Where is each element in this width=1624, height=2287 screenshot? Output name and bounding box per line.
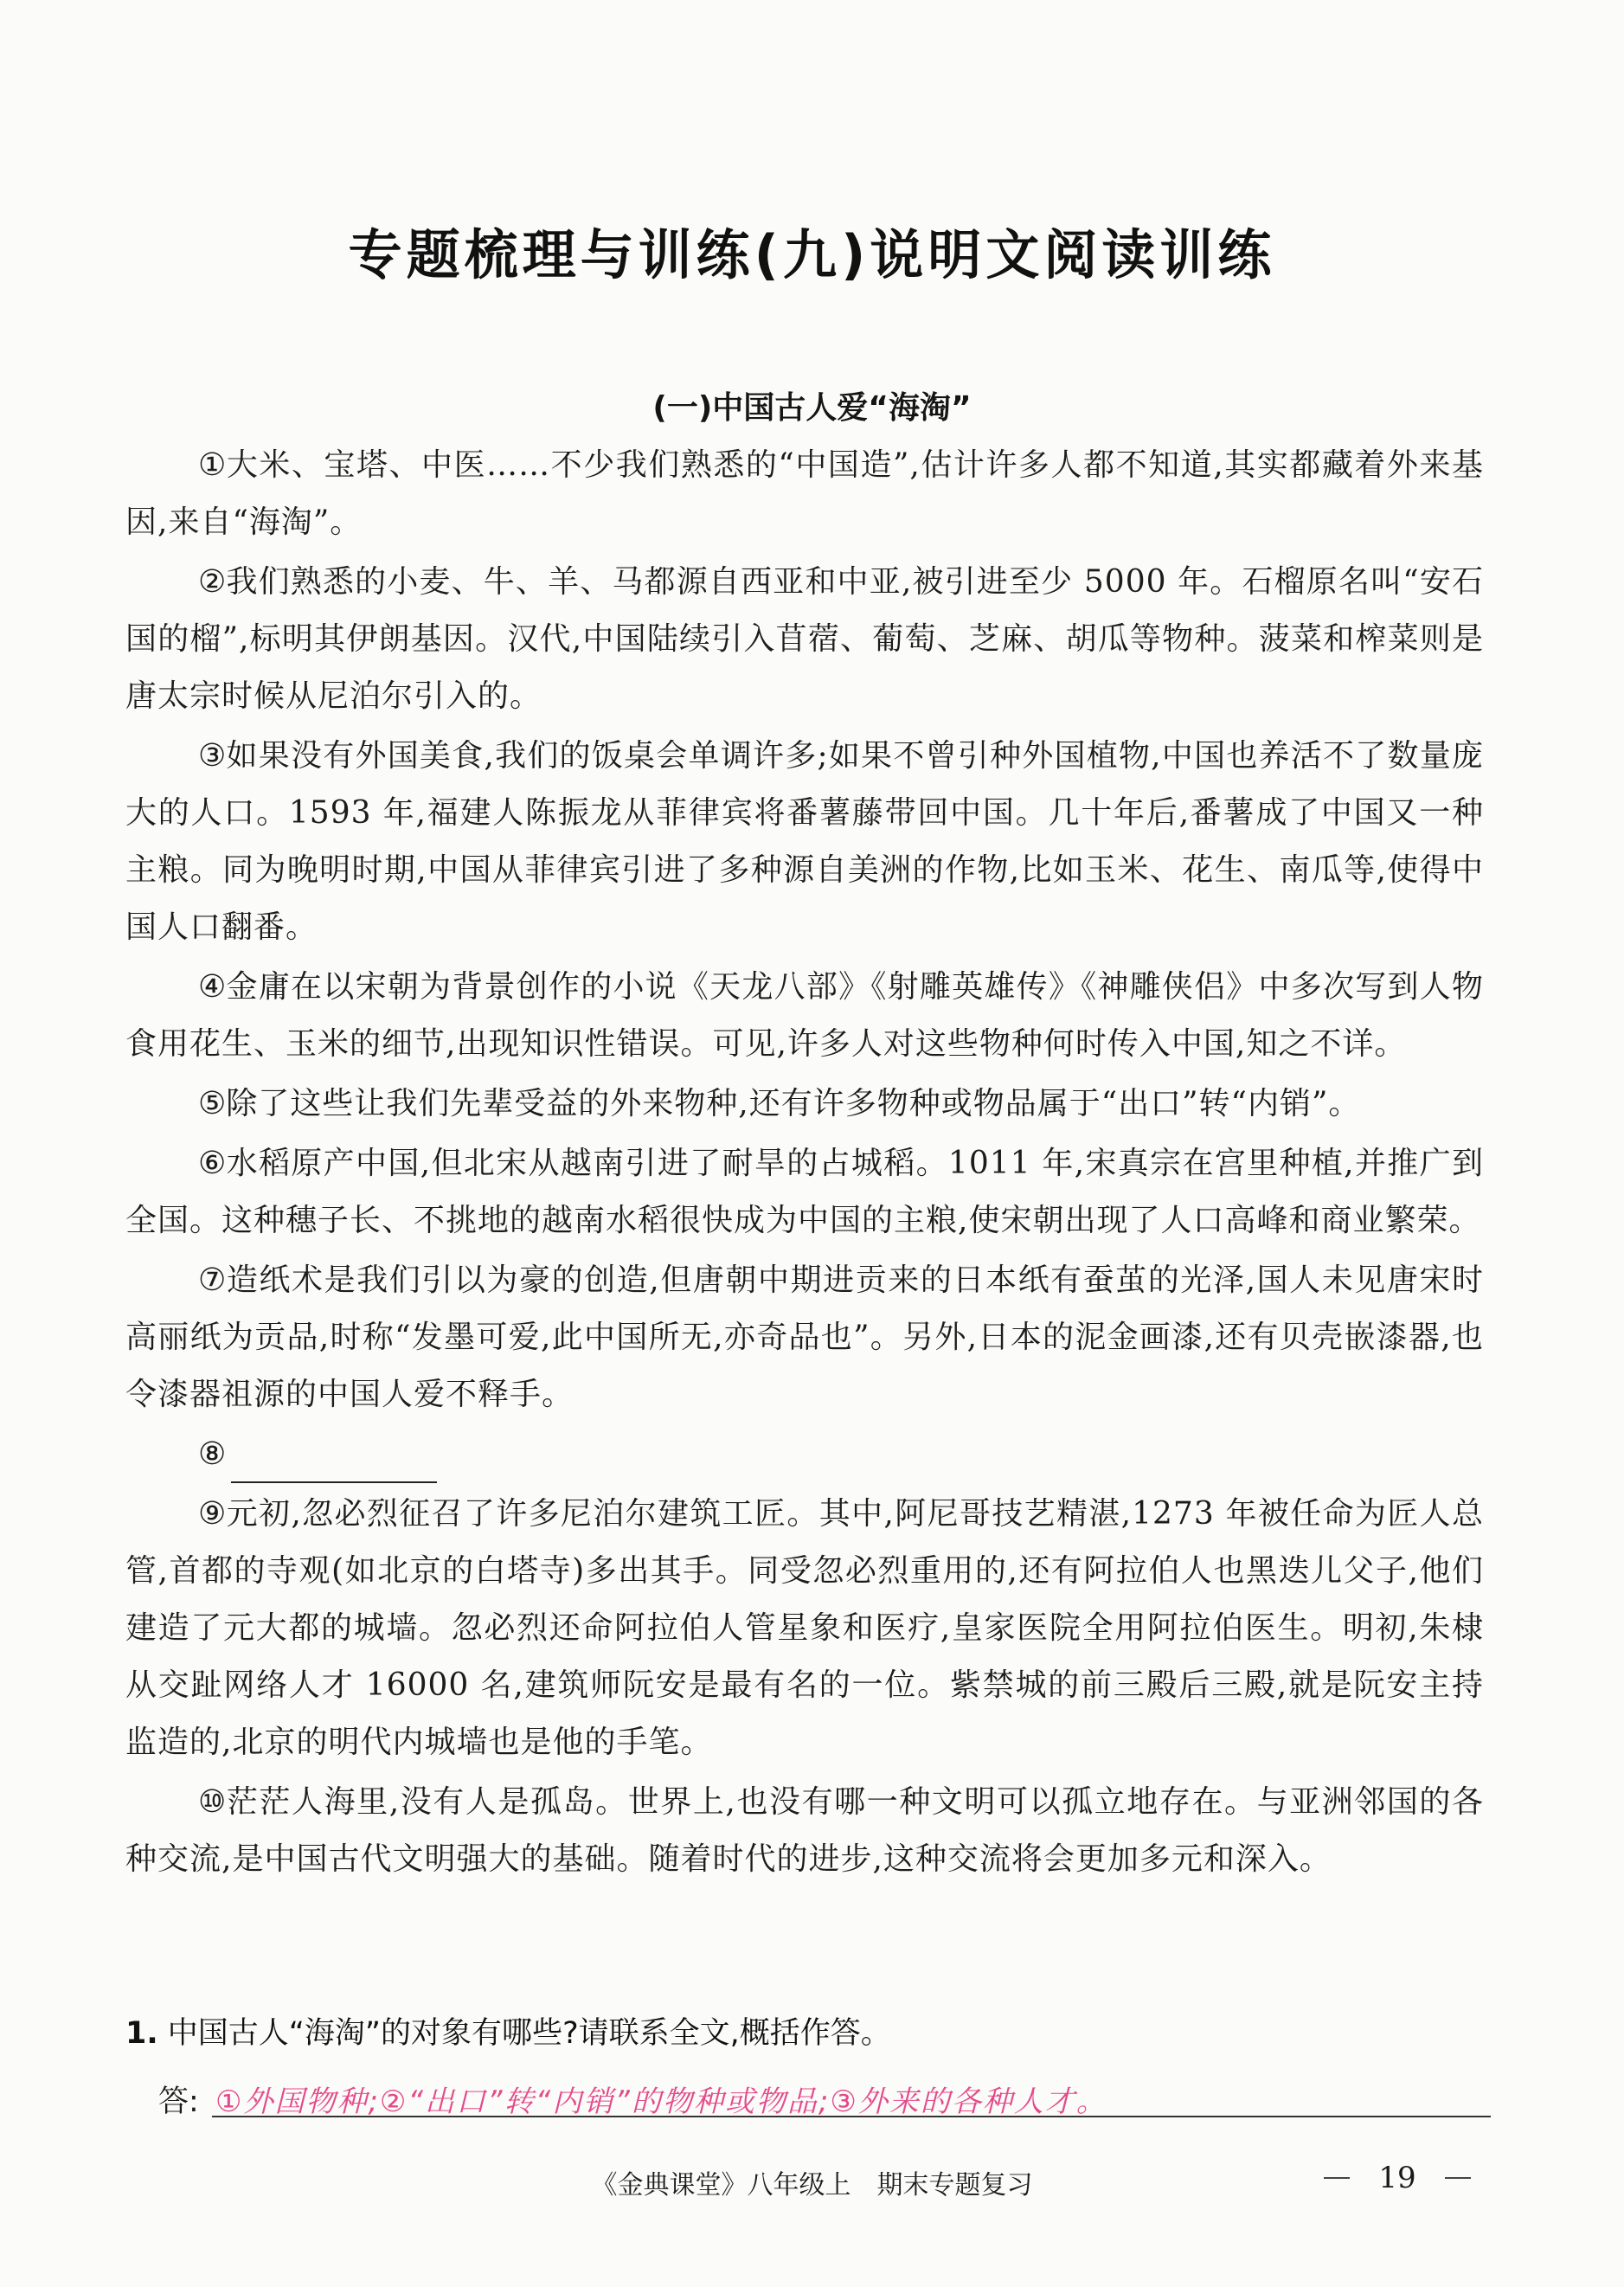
- footer-section: 期末专题复习: [876, 2170, 1033, 2200]
- handwritten-answer[interactable]: ①外国物种;②“出口”转“内销”的物种或物品;③外来的各种人才。: [215, 2085, 1107, 2119]
- question-number: 1.: [125, 2016, 158, 2051]
- footer-book-title: 《金典课堂》八年级上: [591, 2170, 851, 2200]
- dash-left: [1324, 2177, 1350, 2179]
- paragraph-marker: ⑩: [198, 1784, 227, 1820]
- question-1: [125, 2009, 1510, 2053]
- paragraph-text: 元初,忽必烈征召了许多尼泊尔建筑工匠。其中,阿尼哥技艺精湛,1273 年被任命为匠人总管,首都的寺观(如北京的白塔寺)多出其手。同受忽必烈重用的,还有阿拉伯人也黑迭儿父子,他们建造了元大都的城墙。忽必烈还命阿拉伯人管星象和医疗,皇家医院全用阿拉伯医生。明初,朱棣从交趾网络人才 16000 名,建筑师阮安是最有名的一位。紫禁城的前三殿后三殿,就是阮安主持监造的,北京的明代内城墙也是他的手笔。: [125, 1496, 1484, 1760]
- paragraph-text: 我们熟悉的小麦、牛、羊、马都源自西亚和中亚,被引进至少 5000 年。石榴原名叫“安石国的榴”,标明其伊朗基因。汉代,中国陆续引入苜蓿、葡萄、芝麻、胡瓜等物种。菠菜和榨菜则是唐太宗时候从尼泊尔引入的。: [125, 564, 1484, 714]
- paragraph-3: [125, 728, 1484, 956]
- passage-title: (一)中国古人爱“海淘”: [652, 390, 972, 426]
- paragraph-marker: ④: [198, 969, 227, 1005]
- paragraph-marker: ⑥: [198, 1146, 227, 1181]
- paragraph-1: [125, 437, 1484, 551]
- question-text: 中国古人“海淘”的对象有哪些?请联系全文,概括作答。: [167, 2016, 891, 2051]
- paragraph-2: [125, 554, 1484, 725]
- page-number: 19: [1378, 2161, 1416, 2195]
- paragraph-text: 金庸在以宋朝为背景创作的小说《天龙八部》《射雕英雄传》《神雕侠侣》中多次写到人物食用花生、玉米的细节,出现知识性错误。可见,许多人对这些物种何时传入中国,知之不详。: [125, 969, 1484, 1062]
- paragraph-5: [125, 1076, 1484, 1133]
- paragraph-marker: ⑤: [198, 1086, 227, 1121]
- paragraph-marker: ③: [198, 738, 227, 774]
- dash-right: [1445, 2177, 1471, 2179]
- paragraph-6: [125, 1135, 1484, 1249]
- paragraph-marker: ①: [198, 447, 227, 483]
- paragraph-9: [125, 1486, 1484, 1771]
- paragraph-marker: ⑧: [198, 1436, 227, 1472]
- paragraph-marker: ②: [198, 564, 227, 600]
- fill-in-blank[interactable]: [231, 1449, 437, 1483]
- answer-row: [158, 2072, 1491, 2124]
- paragraph-7: [125, 1252, 1484, 1423]
- paragraph-10: [125, 1774, 1484, 1888]
- paragraph-marker: ⑨: [198, 1496, 227, 1532]
- paragraph-text: 除了这些让我们先辈受益的外来物种,还有许多物种或物品属于“出口”转“内销”。: [226, 1086, 1361, 1121]
- answer-label: 答:: [158, 2085, 199, 2119]
- paragraph-4: [125, 959, 1484, 1073]
- paragraph-text: 水稻原产中国,但北宋从越南引进了耐旱的占城稻。1011 年,宋真宗在宫里种植,并推广到全国。这种穗子长、不挑地的越南水稻很快成为中国的主粮,使宋朝出现了人口高峰和商业繁荣。: [125, 1146, 1484, 1238]
- paragraph-text: 如果没有外国美食,我们的饭桌会单调许多;如果不曾引种外国植物,中国也养活不了数量庞大的人口。1593 年,福建人陈振龙从菲律宾将番薯藤带回中国。几十年后,番薯成了中国又一种主粮。同为晚明时期,中国从菲律宾引进了多种源自美洲的作物,比如玉米、花生、南瓜等,使得中国人口翻番。: [125, 738, 1484, 945]
- paragraph-text: 大米、宝塔、中医……不少我们熟悉的“中国造”,估计许多人都不知道,其实都藏着外来基因,来自“海淘”。: [125, 447, 1484, 540]
- page-number-group: [1324, 2161, 1471, 2195]
- page-title: 专题梳理与训练(九)说明文阅读训练: [348, 223, 1276, 286]
- paragraph-marker: ⑦: [198, 1262, 227, 1298]
- passage-body: [125, 437, 1484, 1891]
- paragraph-text: 茫茫人海里,没有人是孤岛。世界上,也没有哪一种文明可以孤立地存在。与亚洲邻国的各种交流,是中国古代文明强大的基础。随着时代的进步,这种交流将会更加多元和深入。: [125, 1784, 1485, 1877]
- paragraph-text: 造纸术是我们引以为豪的创造,但唐朝中期进贡来的日本纸有蚕茧的光泽,国人未见唐宋时高丽纸为贡品,时称“发墨可爱,此中国所无,亦奇品也”。另外,日本的泥金画漆,还有贝壳嵌漆器,也令漆器祖源的中国人爱不释手。: [125, 1262, 1485, 1412]
- paragraph-8: [125, 1426, 1484, 1483]
